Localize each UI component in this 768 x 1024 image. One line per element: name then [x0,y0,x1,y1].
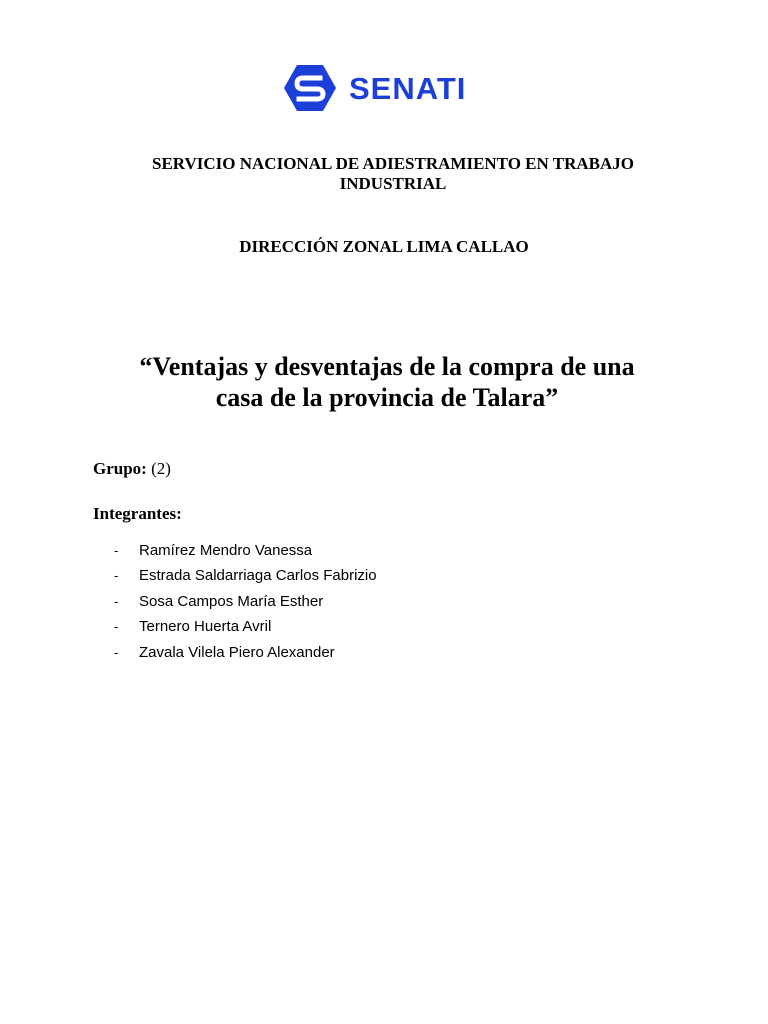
member-name: Estrada Saldarriaga Carlos Fabrizio [139,567,377,585]
title-line-1: “Ventajas y desventajas de la compra de una [139,352,635,381]
bullet-dash: - [114,543,119,558]
list-item [114,617,377,642]
list-item [114,566,377,591]
bullet-dash: - [114,619,119,635]
members-label: Integrantes: [93,504,182,523]
logo-text: SENATI [349,70,467,106]
member-name: Zavala Vilela Piero Alexander [139,643,335,661]
member-name: Ternero Huerta Avril [139,618,272,636]
title-line-2: casa de la provincia de Talara” [215,383,559,412]
zone-name: DIRECCIÓN ZONAL LIMA CALLAO [239,237,529,256]
list-item [114,541,377,566]
bullet-dash: - [114,644,119,660]
member-name: Sosa Campos María Esther [139,592,324,610]
group-info [93,459,171,479]
institution-name: SERVICIO NACIONAL DE ADIESTRAMIENTO EN TRABAJO INDUSTRIAL [152,154,634,193]
bullet-dash: - [114,568,119,584]
list-item [114,592,377,617]
list-item [114,643,377,668]
bullet-dash: - [114,593,119,609]
group-value: (2) [151,459,171,478]
senati-logo-icon [283,64,337,112]
members-list [114,541,377,668]
member-name: Ramírez Mendro Vanessa [139,542,313,559]
senati-logo [283,64,473,112]
document-title [96,351,678,413]
group-label: Grupo: [93,459,147,478]
